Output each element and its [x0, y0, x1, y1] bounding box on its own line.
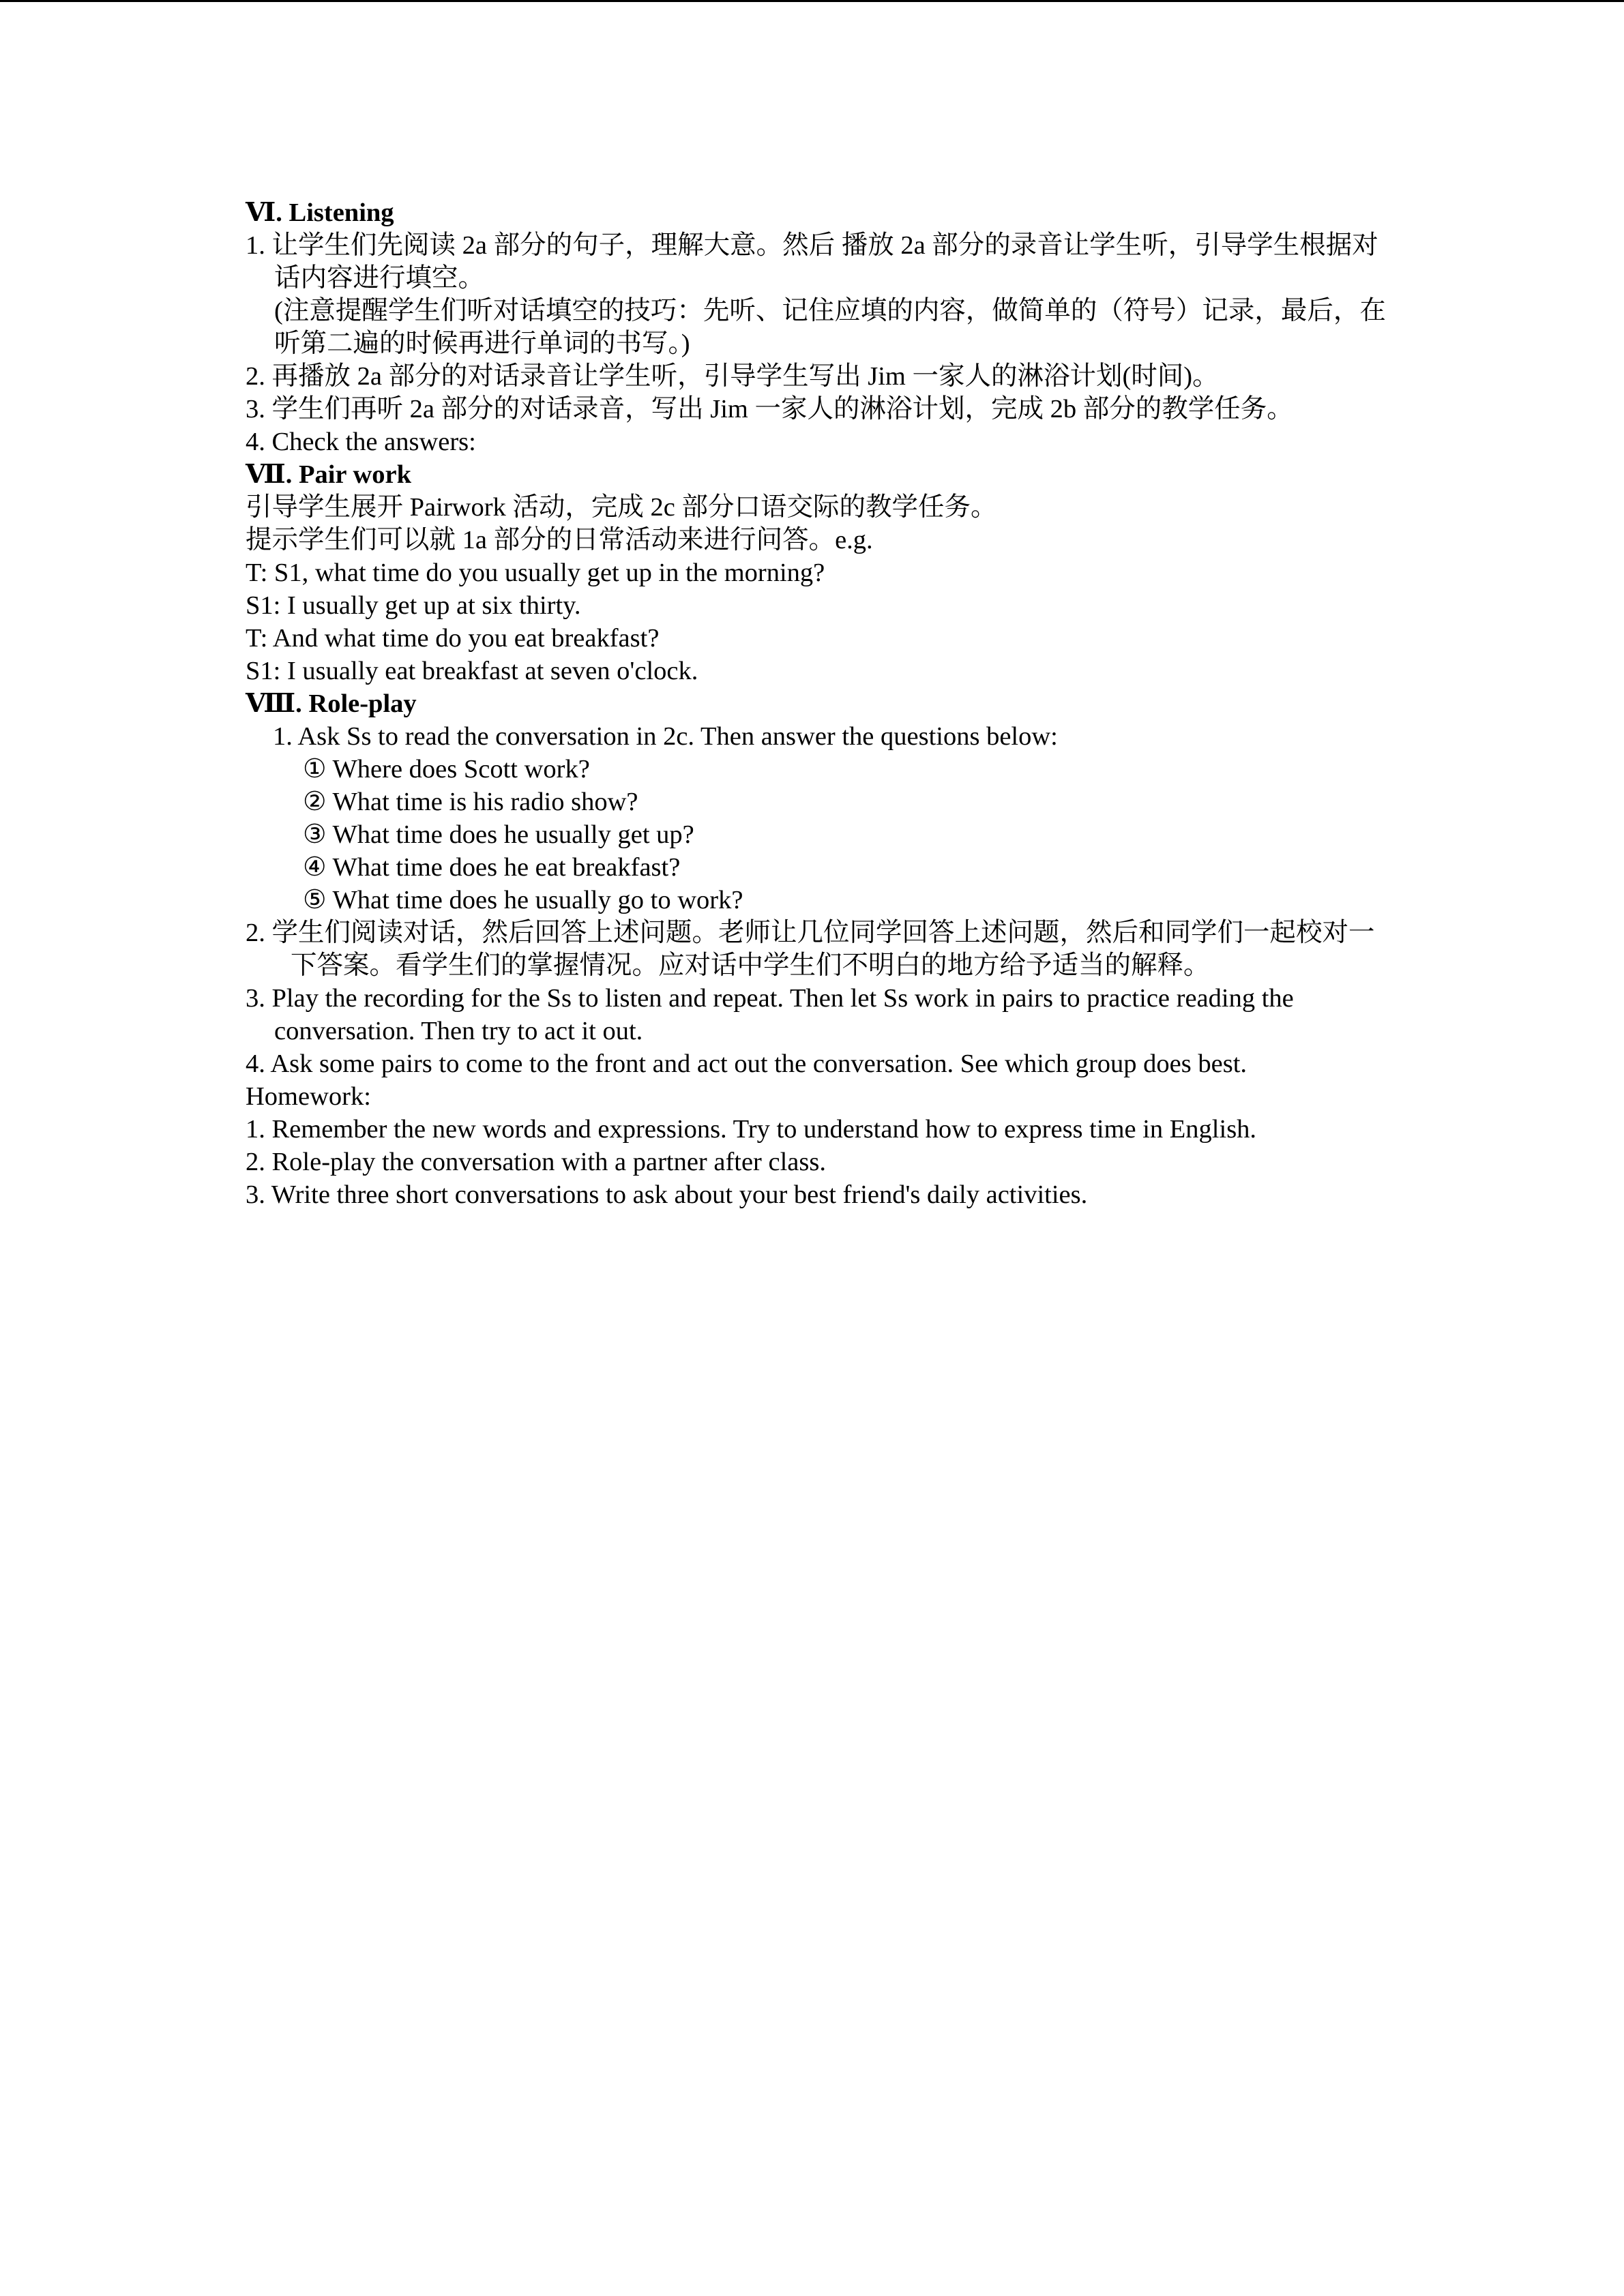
section-heading-role-play: Ⅷ. Role-play — [246, 689, 417, 718]
pair-work-line: 提示学生们可以就 1a 部分的日常活动来进行问答。e.g. — [246, 526, 873, 554]
listening-item-1: 1. 让学生们先阅读 2a 部分的句子，理解大意。然后 播放 2a 部分的录音让学生听，引导学生根据对话内容进行填空。 — [246, 231, 1378, 293]
question-item: ① Where does Scott work? — [303, 755, 590, 784]
role-play-item-3: 3. Play the recording for the Ss to listen and repeat. Then let Ss work in pairs to practice reading the conversation. Then try to act it out. — [246, 984, 1294, 1045]
dialogue-line: S1: I usually eat breakfast at seven o'clock. — [246, 657, 698, 685]
listening-item-3: 3. 学生们再听 2a 部分的对话录音，写出 Jim 一家人的淋浴计划，完成 2b 部分的教学任务。 — [246, 395, 1293, 423]
listening-note: (注意提醒学生们听对话填空的技巧：先听、记住应填的内容，做简单的（符号）记录，最后，在听第二遍的时候再进行单词的书写。) — [274, 297, 1386, 358]
dialogue-line: T: S1, what time do you usually get up in the morning? — [246, 558, 825, 587]
homework-item: 1. Remember the new words and expressions. Try to understand how to express time in English. — [246, 1115, 1257, 1144]
pair-work-line: 引导学生展开 Pairwork 活动，完成 2c 部分口语交际的教学任务。 — [246, 493, 997, 522]
section-heading-listening: Ⅵ. Listening — [246, 198, 394, 227]
question-item: ③ What time does he usually get up? — [303, 820, 694, 849]
homework-heading: Homework: — [246, 1082, 371, 1111]
dialogue-line: T: And what time do you eat breakfast? — [246, 624, 660, 653]
question-item: ④ What time does he eat breakfast? — [303, 853, 681, 882]
lesson-content — [246, 196, 1391, 1211]
role-play-item-1: 1. Ask Ss to read the conversation in 2c. Then answer the questions below: — [273, 722, 1058, 751]
role-play-item-4: 4. Ask some pairs to come to the front and act out the conversation. See which group does best. — [246, 1049, 1247, 1078]
question-item: ② What time is his radio show? — [303, 788, 638, 816]
homework-item: 2. Role-play the conversation with a partner after class. — [246, 1148, 826, 1176]
question-item: ⑤ What time does he usually go to work? — [303, 886, 743, 914]
role-play-item-2: 2. 学生们阅读对话，然后回答上述问题。老师让几位同学回答上述问题，然后和同学们一起校对一下答案。看学生们的掌握情况。应对话中学生们不明白的地方给予适当的解释。 — [246, 919, 1375, 980]
listening-item-2: 2. 再播放 2a 部分的对话录音让学生听，引导学生写出 Jim 一家人的淋浴计划(时间)。 — [246, 362, 1219, 391]
section-heading-pair-work: Ⅶ. Pair work — [246, 460, 411, 489]
dialogue-line: S1: I usually get up at six thirty. — [246, 591, 581, 620]
homework-item: 3. Write three short conversations to ask about your best friend's daily activities. — [246, 1180, 1088, 1209]
listening-item-4: 4. Check the answers: — [246, 428, 476, 456]
